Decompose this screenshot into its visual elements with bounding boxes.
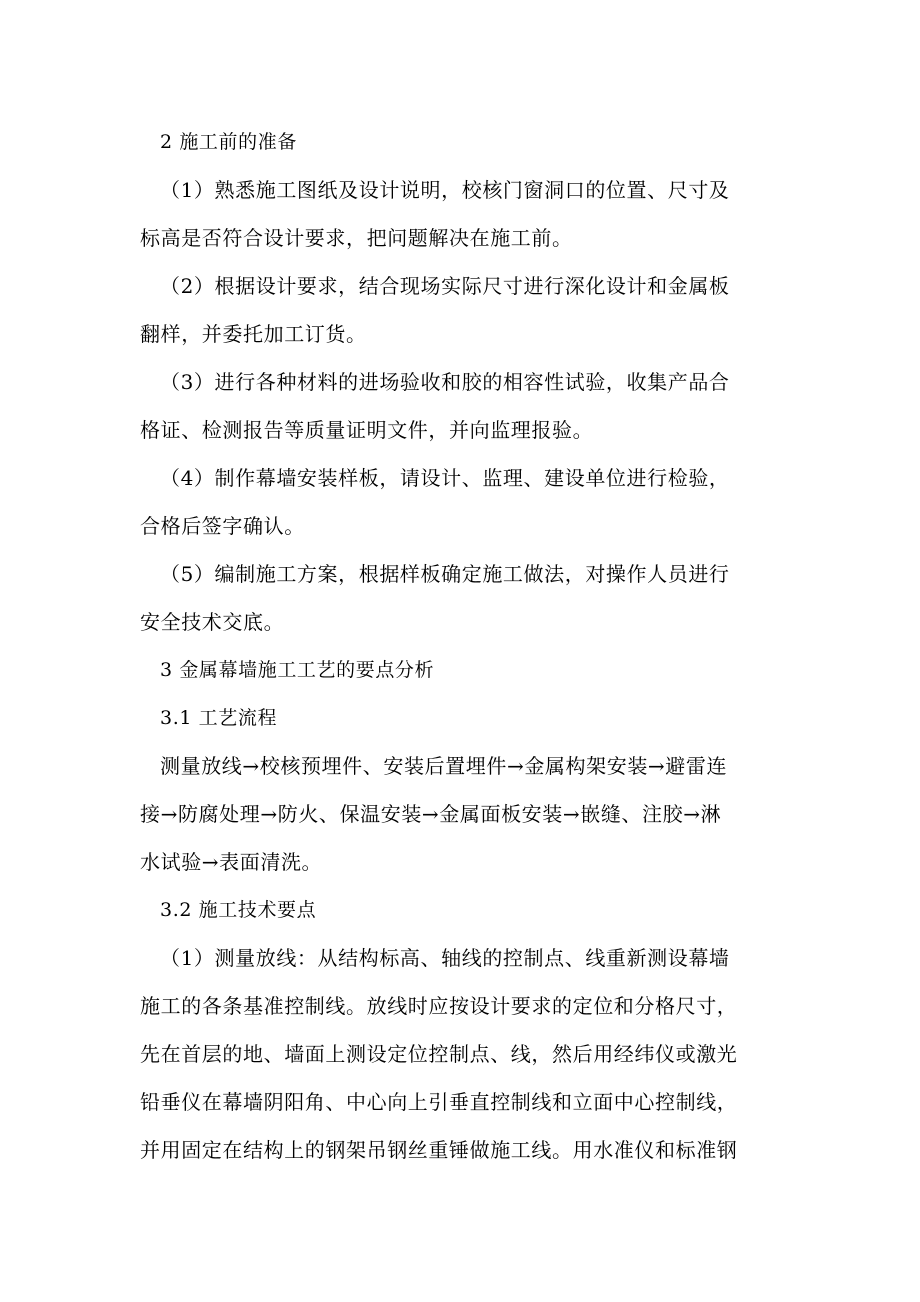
- subsection-heading-3-1: 3.1 工艺流程: [160, 707, 278, 729]
- paragraph-line: （2）根据设计要求，结合现场实际尺寸进行深化设计和金属板: [160, 274, 730, 298]
- paragraph-line: 施工的各条基准控制线。放线时应按设计要求的定位和分格尺寸，: [140, 994, 738, 1018]
- document-page: [140, 118, 780, 1174]
- paragraph-line: 先在首层的地、墙面上测设定位控制点、线，然后用经纬仪或激光: [140, 1042, 738, 1066]
- subsection-heading-3-2: 3.2 施工技术要点: [160, 899, 317, 921]
- paragraph-line: （1）测量放线：从结构标高、轴线的控制点、线重新测设幕墙: [160, 946, 730, 970]
- paragraph-line: （5）编制施工方案，根据样板确定施工做法，对操作人员进行: [160, 562, 730, 586]
- paragraph-line: 格证、检测报告等质量证明文件，并向监理报验。: [140, 418, 594, 442]
- paragraph-line: 水试验→表面清洗。: [140, 850, 323, 874]
- paragraph-line: 安全技术交底。: [140, 610, 285, 634]
- section-heading-3: 3 金属幕墙施工工艺的要点分析: [160, 659, 435, 681]
- paragraph-line: 合格后签字确认。: [140, 514, 305, 538]
- paragraph-line: 接→防腐处理→防火、保温安装→金属面板安装→嵌缝、注胶→淋: [140, 802, 722, 826]
- paragraph-line: 标高是否符合设计要求，把问题解决在施工前。: [140, 226, 573, 250]
- paragraph-line: 铅垂仪在幕墙阴阳角、中心向上引垂直控制线和立面中心控制线，: [140, 1090, 738, 1114]
- paragraph-line: （1）熟悉施工图纸及设计说明，校核门窗洞口的位置、尺寸及: [160, 178, 730, 202]
- paragraph-line: （3）进行各种材料的进场验收和胶的相容性试验，收集产品合: [160, 370, 730, 394]
- paragraph-line: 翻样，并委托加工订货。: [140, 322, 367, 346]
- paragraph-line: 并用固定在结构上的钢架吊钢丝重锤做施工线。用水准仪和标准钢: [140, 1138, 738, 1162]
- section-heading-2: 2 施工前的准备: [160, 131, 297, 153]
- paragraph-line: （4）制作幕墙安装样板，请设计、监理、建设单位进行检验，: [160, 466, 730, 490]
- paragraph-line: 测量放线→校核预埋件、安装后置埋件→金属构架安装→避雷连: [160, 754, 728, 778]
